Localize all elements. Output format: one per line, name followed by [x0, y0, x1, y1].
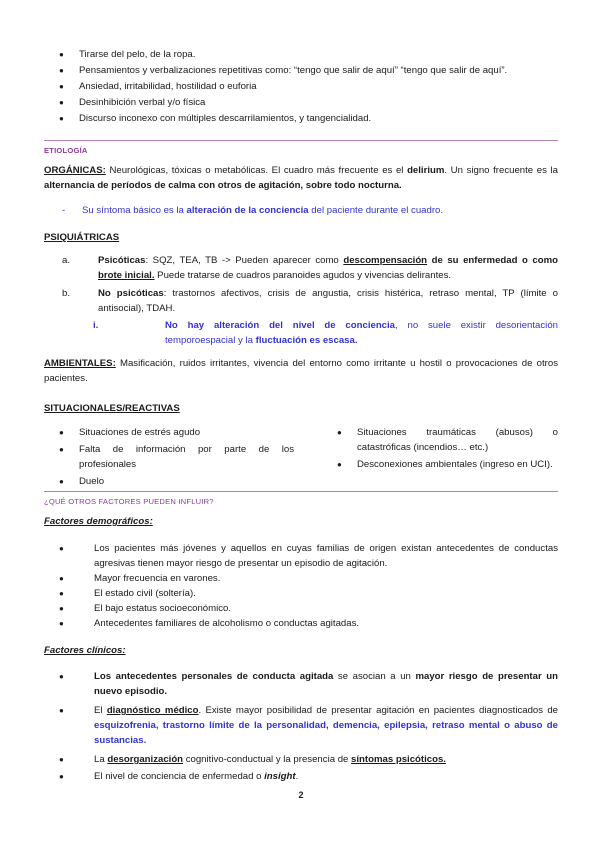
situacionales-left-column — [44, 425, 294, 489]
list-item: ● Discurso inconexo con múltiples descarrilamientos, y tangencialidad. — [59, 113, 372, 124]
organicas-paragraph: ORGÁNICAS: Neurológicas, tóxicas o metabólicas. El cuadro más frecuente es el delirium. Un signo frecuente es la alternancia de períodos de calma con otros de agitación, sobre todo nocturna. — [44, 165, 559, 191]
page-number: 2 — [298, 790, 304, 800]
section-divider — [44, 140, 558, 141]
list-item: ● Los antecedentes personales de conducta agitada se asocian a un mayor riesgo de presentar un nuevo episodio. — [59, 671, 558, 697]
section-heading-situacionales: SITUACIONALES/REACTIVAS — [44, 403, 180, 414]
list-item: ● Desinhibición verbal y/o física — [59, 97, 206, 108]
list-item: ● Los pacientes más jóvenes y aquellos en cuyas familias de origen existan antecedentes de conductas agresivas tienen mayor riesgo de presentar un episodio de agitación. — [59, 543, 558, 569]
demograficos-list — [44, 541, 558, 631]
list-item: a. Psicóticas: SQZ, TEA, TB -> Pueden aparecer como descompensación de su enfermedad o como brote inicial. Puede tratarse de cuadros paranoides agudos y vivencias delirantes. — [62, 255, 558, 281]
list-item: ● El bajo estatus socioeconómico. — [59, 603, 232, 614]
list-item: ● Ansiedad, irritabilidad, hostilidad o euforia — [59, 81, 257, 92]
sintoma-basico-item: - Su síntoma básico es la alteración de la conciencia del paciente durante el cuadro. — [62, 205, 444, 216]
list-item: ● Pensamientos y verbalizaciones repetitivas como: “tengo que salir de aquí” “tengo que salir de aquí”. — [59, 65, 508, 76]
list-item: ● Situaciones de estrés agudo — [59, 427, 201, 438]
list-item: ● La desorganización cognitivo-conductual y la presencia de síntomas psicóticos. — [59, 754, 446, 765]
section-heading-otros-factores: ¿QUÉ OTROS FACTORES PUEDEN INFLUIR? — [44, 497, 214, 506]
list-item: i. No hay alteración del nivel de conciencia, no suele existir desorientación temporoespacial y la fluctuación es escasa. — [93, 320, 558, 346]
clinicos-list — [44, 669, 558, 784]
psiquiatricas-list — [44, 253, 558, 348]
list-item: ● Falta de información por parte de los profesionales — [59, 444, 294, 470]
ambientales-paragraph: AMBIENTALES: Masificación, ruidos irritantes, vivencia del entorno como irritante u hostil o provocaciones de otros pacientes. — [44, 358, 558, 384]
list-item: ● Situaciones traumáticas (abusos) o catastróficas (incendios… etc.) — [337, 427, 558, 453]
list-item: ● Desconexiones ambientales (ingreso en UCI). — [337, 459, 553, 470]
subheading-factores-clinicos: Factores clínicos: — [44, 645, 126, 656]
section-heading-psiquiatricas: PSIQUIÁTRICAS — [44, 232, 120, 243]
symptom-list — [44, 48, 558, 126]
list-item: ● Mayor frecuencia en varones. — [59, 573, 221, 584]
list-item: ● El diagnóstico médico. Existe mayor posibilidad de presentar agitación en pacientes diagnosticados de esquizofrenia, trastorno límite de la personalidad, demencia, epilepsia, retraso mental o abuso de sustancias. — [59, 705, 558, 746]
subheading-factores-demograficos: Factores demográficos: — [44, 516, 153, 527]
situacionales-right-column — [322, 425, 558, 472]
list-item: ● El nivel de conciencia de enfermedad o insight. — [59, 771, 299, 782]
section-divider — [44, 491, 558, 492]
list-item: ● El estado civil (soltería). — [59, 588, 196, 599]
list-item: ● Antecedentes familiares de alcoholismo o conductas agitadas. — [59, 618, 360, 629]
list-item: b. No psicóticas: trastornos afectivos, crisis de angustia, crisis histérica, retraso mental, TP (límite o antisocial), TDAH. — [62, 288, 558, 314]
list-item: ● Tirarse del pelo, de la ropa. — [59, 49, 196, 60]
list-item: ● Duelo — [59, 476, 105, 487]
section-heading-etiologia: ETIOLOGÍA — [44, 146, 88, 155]
